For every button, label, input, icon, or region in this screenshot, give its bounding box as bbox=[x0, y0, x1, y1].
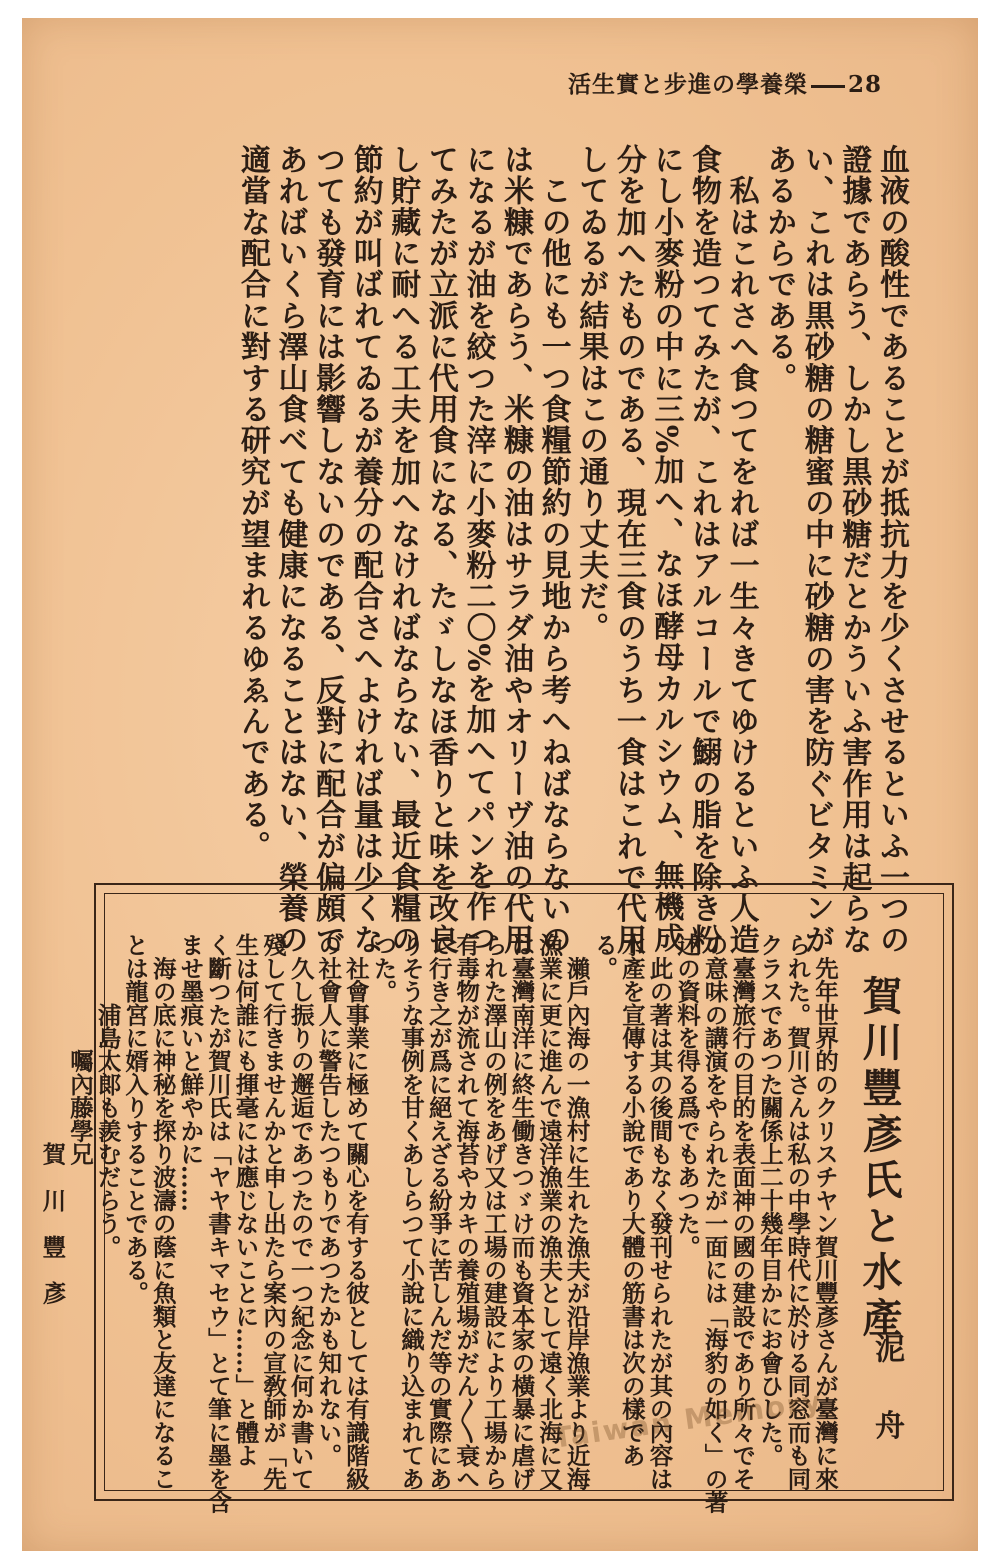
text-line: 殘して行きませんかと申し出たら案內の宣敎師が「先 bbox=[259, 933, 288, 1490]
text-line: 臺灣旅行の目的を表面神の國の建設であり所々でそ bbox=[728, 933, 757, 1490]
series-title: 活生實と步進の學養榮 bbox=[567, 71, 808, 98]
text-line: 浦島太郞も羨むだらう。 bbox=[93, 933, 122, 1258]
text-line: 先年世界的のクリスチヤン賀川豐彥さんが臺灣に來 bbox=[811, 933, 839, 1490]
text-line: 血液の酸性であることが抵抗力を少くさせるといふ一つの bbox=[874, 144, 909, 956]
text-line: られた澤山の例をあげ又は工場の建設により工場から bbox=[479, 933, 508, 1490]
text-line: あるからである。 bbox=[761, 144, 797, 394]
text-line: 有毒物が流されて海苔やカキの養殖場がだん〳〵衰へ bbox=[452, 933, 481, 1491]
watermark: Taiwan Memory bbox=[551, 1384, 825, 1455]
text-line: つた。 bbox=[369, 933, 398, 1003]
header-rule bbox=[811, 85, 845, 88]
sidebar-article-text bbox=[38, 933, 839, 1514]
text-line: し貯藏に耐へる工夫を加へなければならない、最近食糧の bbox=[385, 144, 421, 956]
page-header bbox=[568, 66, 882, 99]
text-line: してゐるが結果はこの通り丈夫だ。 bbox=[573, 144, 609, 644]
text-line: てみたが立派に代用食になる、たゞしなほ香りと味を改良 bbox=[422, 144, 458, 956]
text-line: く斷つたが賀川氏は「ヤヤ書キマセウ」とて筆に墨を含 bbox=[203, 933, 232, 1514]
text-line: 適當な配合に對する研究が望まれるゆゑんである。 bbox=[234, 144, 270, 862]
text-line: る。 bbox=[590, 933, 619, 980]
text-line: になるが油を絞つた滓に小麥粉二〇%を加へてパンを作つ bbox=[460, 144, 496, 954]
text-line: 食物を造つてみたが、これはアルコールで鰯の脂を除き粉 bbox=[686, 144, 722, 956]
text-line: りそうな事例を甘くあしらつて小說に織り込まれてあ bbox=[397, 933, 426, 1490]
sidebar-title: 賀川豐彥氏と水產 bbox=[856, 975, 903, 1343]
text-line: 生は何誰にも揮毫には應じないことに……」と體よ bbox=[231, 933, 260, 1467]
sidebar-box bbox=[38, 883, 954, 1514]
sidebar-author: 泥 舟 bbox=[869, 1333, 904, 1458]
text-line: 海の底に神秘を探り波濤の蔭に魚類と友達になるこ bbox=[148, 933, 177, 1490]
document-page bbox=[22, 18, 978, 1551]
text-line: は臺灣南洋に終生働きつゞけ而も資本家の橫暴に虐げ bbox=[507, 933, 536, 1490]
text-line: 私はこれさへ食つてをれば一生々きてゆけるといふ人造 bbox=[723, 144, 759, 956]
text-line: 分を加へたものである、現在三食のうち一食はこれで代用 bbox=[610, 144, 646, 956]
page-number: 28 bbox=[847, 71, 882, 98]
text-line: クラスであつた關係上二十幾年目かにお會ひした。 bbox=[755, 933, 784, 1467]
text-line: 水產を宣傳する小說であり大體の筋書は次の樣であ bbox=[617, 933, 646, 1467]
text-line: い、これは黒砂糖の糖蜜の中に砂糖の害を防ぐビタミンが bbox=[798, 144, 834, 956]
text-line: にし小麥粉の中に三%加へ、なほ酵母カルシウム、無機成 bbox=[648, 144, 684, 954]
text-line: 此の著は其の後間もなく發刊せられたが其の內容は bbox=[645, 933, 674, 1490]
text-line: て行き之が爲に絕えざる紛爭に苦しんだ等の實際にあ bbox=[424, 933, 453, 1490]
main-body-text bbox=[233, 144, 910, 956]
text-line: 述の資料を得る爲でもあつた。 bbox=[673, 933, 702, 1258]
text-line: 社會事業に極めて關心を有する彼としては有識階級 bbox=[341, 933, 370, 1490]
text-line: 節約が叫ばれてゐるが養分の配合さへよければ量は少くな bbox=[347, 144, 383, 956]
text-line: られた。賀川さんは私の中學時代に於ける同窓而も同 bbox=[783, 933, 812, 1490]
text-line: つても發育には影響しないのである、反對に配合が偏頗で bbox=[310, 144, 346, 956]
text-line: とは龍宮に婿入りすることである。 bbox=[121, 933, 150, 1305]
text-line: 賀 川 豐 彥 bbox=[38, 933, 67, 1305]
text-line: 漁業に更に進んで遠洋漁業の漁夫として遠く北海に又 bbox=[535, 933, 564, 1490]
text-line: の社會人に警告したつもりであつたかも知れない。 bbox=[314, 933, 343, 1467]
text-line: 久し振りの邂逅であつたので一つ紀念に何か書いて bbox=[286, 933, 315, 1490]
text-line: の意味の講演をやられたが一面には「海豹の如く」の著 bbox=[700, 933, 729, 1514]
text-line: ませ墨痕いと鮮やかに…… bbox=[176, 933, 205, 1212]
text-line: この他にも一つ食糧節約の見地から考へねばならないの bbox=[535, 144, 571, 956]
text-line: は米糠であらう、米糠の油はサラダ油やオリーヴ油の代用 bbox=[498, 144, 534, 956]
text-line: 瀨戶內海の一漁村に生れた漁夫が沿岸漁業より近海 bbox=[562, 933, 591, 1490]
text-line: 囑內藤學兄 bbox=[65, 933, 94, 1166]
text-line: あればいくら澤山食べても健康になることはない、榮養の bbox=[272, 144, 308, 956]
text-line: 證據であらう、しかし黒砂糖だとかういふ害作用は起らな bbox=[836, 144, 872, 956]
